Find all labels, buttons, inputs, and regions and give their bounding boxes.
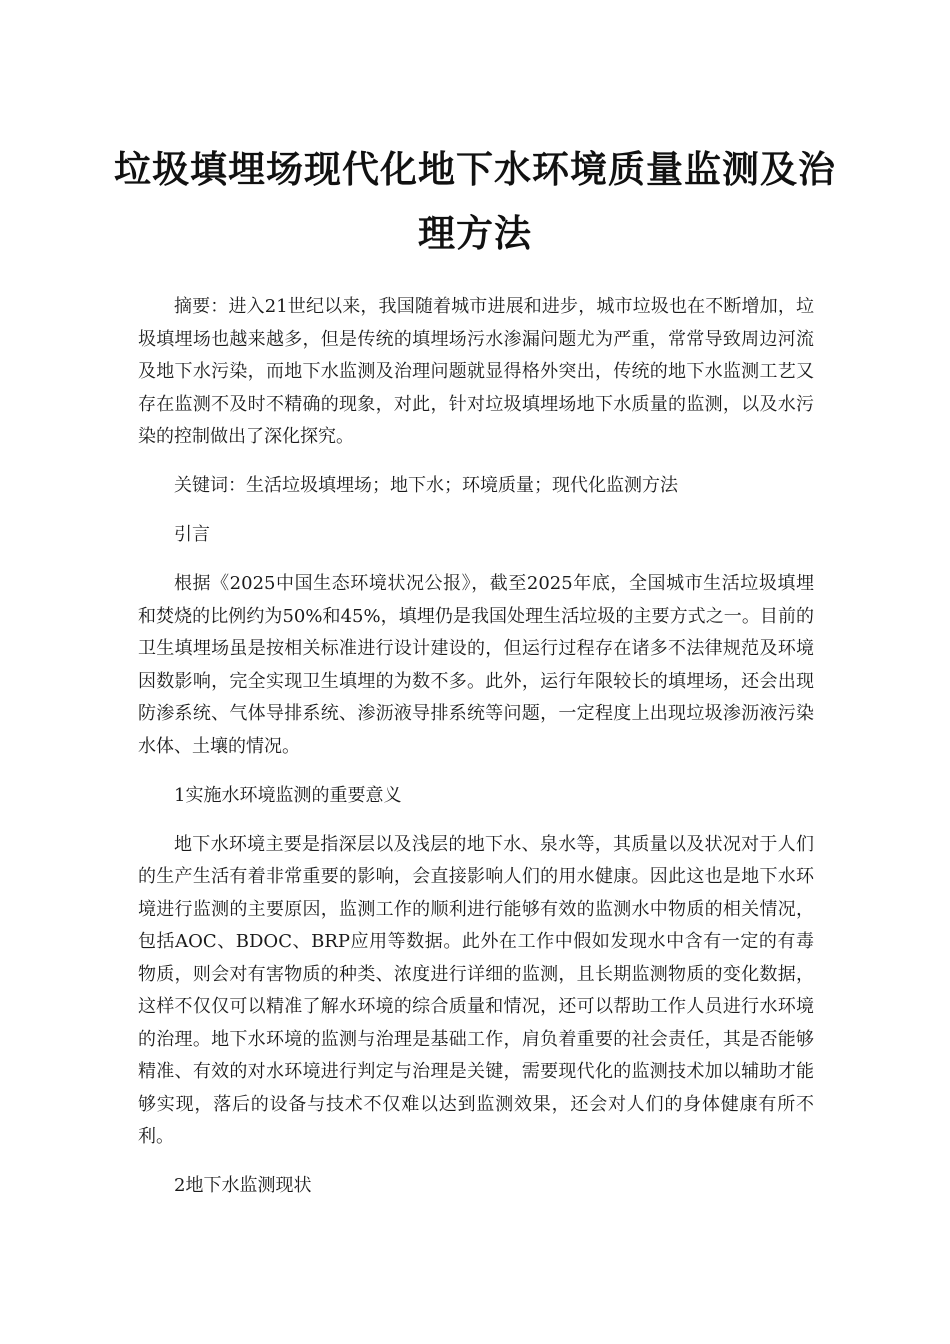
document-title: 垃圾填埋场现代化地下水环境质量监测及治理方法 [114, 148, 836, 255]
intro-heading: 引言 [174, 524, 210, 545]
intro-paragraph: 根据《2025中国生态环境状况公报》，截至2025年底，全国城市生活垃圾填埋和焚烧的比例约为50%和45%，填埋仍是我国处理生活垃圾的主要方式之一。目前的卫生填埋场虽是按相关标准进行设计建设的，但运行过程存在诸多不法律规范及环境因数影响，完全实现卫生填埋的为数不多。此外，运行年限较长的填埋场，还会出现防渗系统、气体导排系统、渗沥液导排系统等问题，一定程度上出现垃圾渗沥液污染水体、土壤的情况。 [138, 573, 814, 757]
abstract-paragraph: 摘要：进入21世纪以来，我国随着城市进展和进步，城市垃圾也在不断增加，垃圾填埋场也越来越多，但是传统的填埋场污水渗漏问题尤为严重，常常导致周边河流及地下水污染，而地下水监测及治理问题就显得格外突出，传统的地下水监测工艺又存在监测不及时不精确的现象，对此，针对垃圾填埋场地下水质量的监测，以及水污染的控制做出了深化探究。 [138, 296, 814, 447]
document-body [138, 291, 814, 1219]
section-2-heading: 2地下水监测现状 [174, 1175, 312, 1196]
section-1-paragraph: 地下水环境主要是指深层以及浅层的地下水、泉水等，其质量以及状况对于人们的生产生活有着非常重要的影响，会直接影响人们的用水健康。因此这也是地下水环境进行监测的主要原因，监测工作的顺利进行能够有效的监测水中物质的相关情况，包括AOC、BDOC、BRP应用等数据。此外在工作中假如发现水中含有一定的有毒物质，则会对有害物质的种类、浓度进行详细的监测，且长期监测物质的变化数据，这样不仅仅可以精准了解水环境的综合质量和情况，还可以帮助工作人员进行水环境的治理。地下水环境的监测与治理是基础工作，肩负着重要的社会责任，其是否能够精准、有效的对水环境进行判定与治理是关键，需要现代化的监测技术加以辅助才能够实现，落后的设备与技术不仅难以达到监测效果，还会对人们的身体健康有所不利。 [138, 833, 814, 1147]
keywords-line: 关键词：生活垃圾填埋场；地下水；环境质量；现代化监测方法 [174, 475, 678, 496]
section-1-heading: 1实施水环境监测的重要意义 [174, 784, 402, 806]
